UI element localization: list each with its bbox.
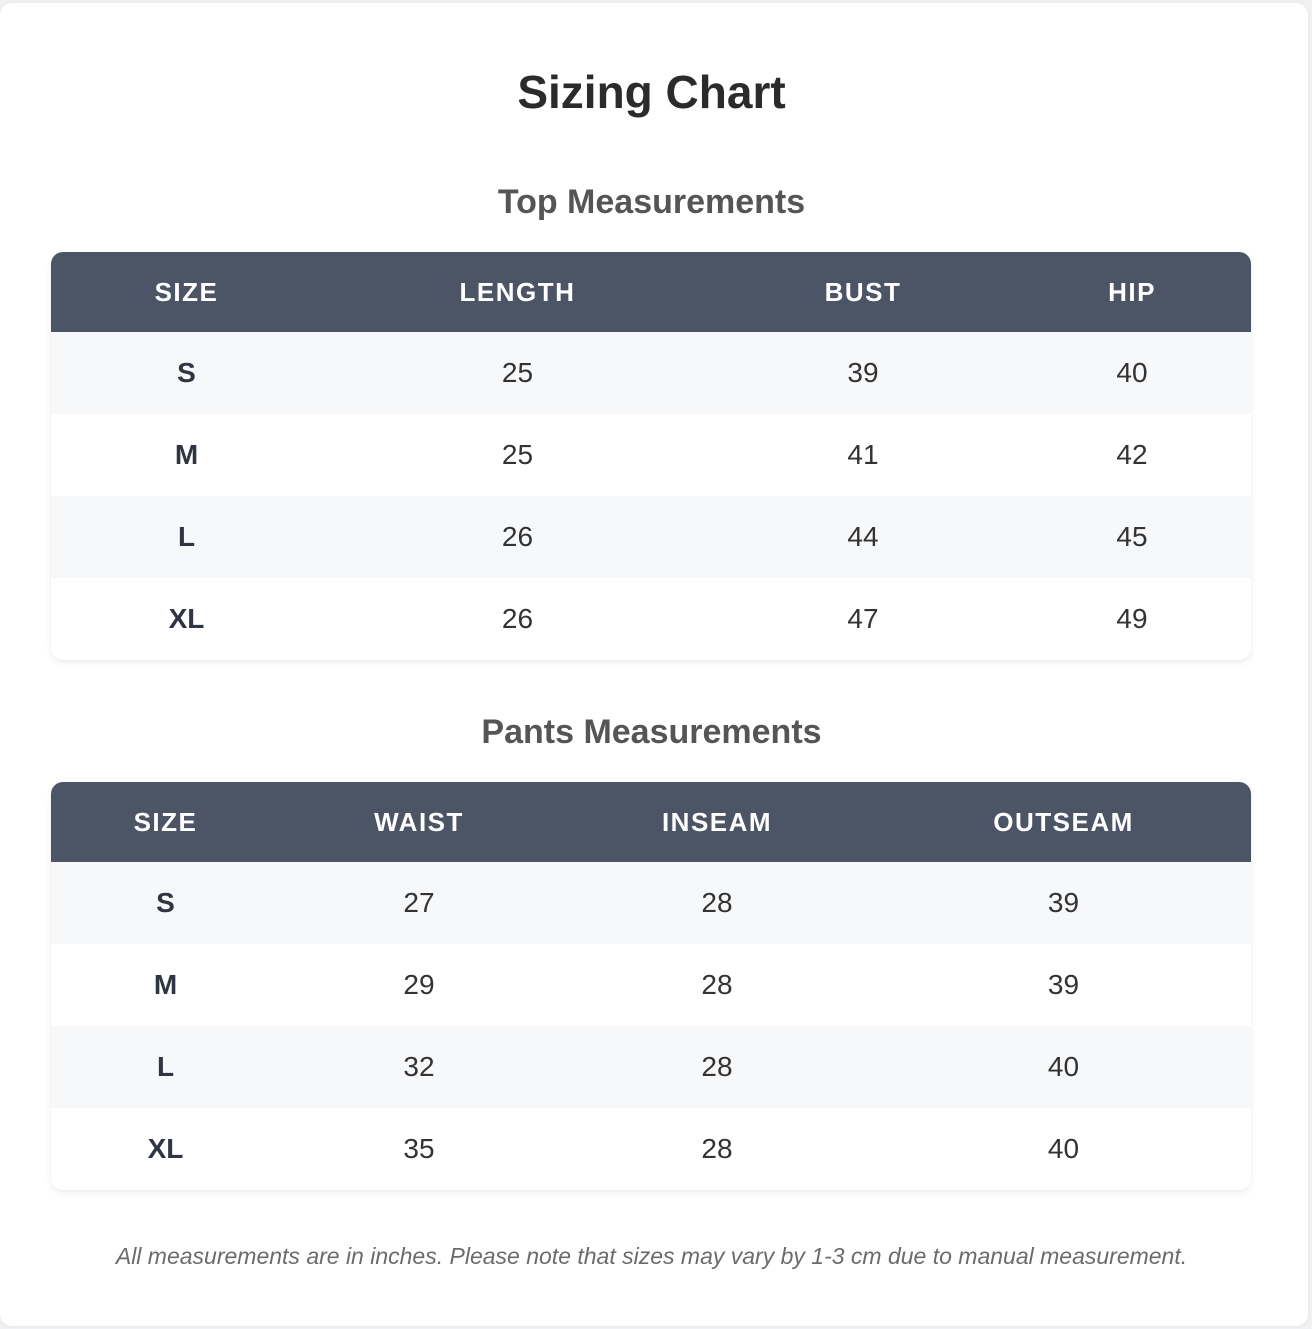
inseam-cell: 28 — [701, 887, 733, 918]
top-measurements-table — [51, 252, 1251, 660]
outseam-cell: 39 — [1047, 887, 1080, 918]
table-row — [51, 1108, 1251, 1190]
hip-cell: 49 — [1116, 603, 1148, 634]
measurement-footnote: All measurements are in inches. Please note that sizes may vary by 1-3 cm due to manual measurement. — [115, 1243, 1188, 1269]
inseam-cell: 28 — [701, 969, 733, 1000]
page-title: Sizing Chart — [517, 66, 786, 118]
table-row — [51, 332, 1251, 414]
table-header-row — [51, 782, 1251, 862]
hip-cell: 40 — [1116, 357, 1148, 388]
length-cell: 26 — [501, 521, 534, 552]
bust-cell: 39 — [847, 357, 879, 388]
size-cell: XL — [147, 1133, 184, 1164]
inseam-cell: 28 — [701, 1051, 733, 1082]
size-cell: S — [156, 887, 175, 918]
table-row — [51, 1026, 1251, 1108]
waist-cell: 35 — [403, 1133, 435, 1164]
size-cell: L — [177, 521, 196, 552]
size-cell: S — [177, 357, 196, 388]
column-header-inseam: INSEAM — [661, 806, 773, 837]
length-cell: 25 — [501, 357, 534, 388]
size-cell: M — [174, 439, 199, 470]
bust-cell: 47 — [847, 603, 879, 634]
waist-cell: 27 — [403, 887, 435, 918]
column-header-size: SIZE — [133, 806, 198, 837]
size-cell: XL — [168, 603, 205, 634]
hip-cell: 42 — [1116, 439, 1148, 470]
waist-cell: 29 — [403, 969, 435, 1000]
hip-cell: 45 — [1116, 521, 1148, 552]
column-header-waist: WAIST — [374, 806, 464, 837]
column-header-outseam: OUTSEAM — [993, 806, 1134, 837]
size-cell: M — [153, 969, 178, 1000]
bust-cell: 44 — [847, 521, 879, 552]
inseam-cell: 28 — [701, 1133, 733, 1164]
bust-cell: 41 — [847, 439, 879, 470]
table-header-row — [51, 252, 1251, 332]
top-measurements-title: Top Measurements — [497, 183, 806, 221]
column-header-length: LENGTH — [459, 276, 576, 307]
waist-cell: 32 — [403, 1051, 435, 1082]
table-row — [51, 414, 1251, 496]
length-cell: 26 — [501, 603, 534, 634]
table-row — [51, 862, 1251, 944]
pants-measurements-table — [51, 782, 1251, 1190]
length-cell: 25 — [501, 439, 534, 470]
outseam-cell: 40 — [1047, 1051, 1080, 1082]
column-header-bust: BUST — [824, 276, 902, 307]
column-header-size: SIZE — [154, 276, 219, 307]
table-row — [51, 578, 1251, 660]
table-row — [51, 944, 1251, 1026]
outseam-cell: 40 — [1047, 1133, 1080, 1164]
sizing-chart-card — [0, 3, 1308, 1326]
size-cell: L — [156, 1051, 175, 1082]
pants-measurements-title: Pants Measurements — [481, 713, 822, 751]
table-row — [51, 496, 1251, 578]
column-header-hip: HIP — [1108, 276, 1156, 307]
outseam-cell: 39 — [1047, 969, 1080, 1000]
